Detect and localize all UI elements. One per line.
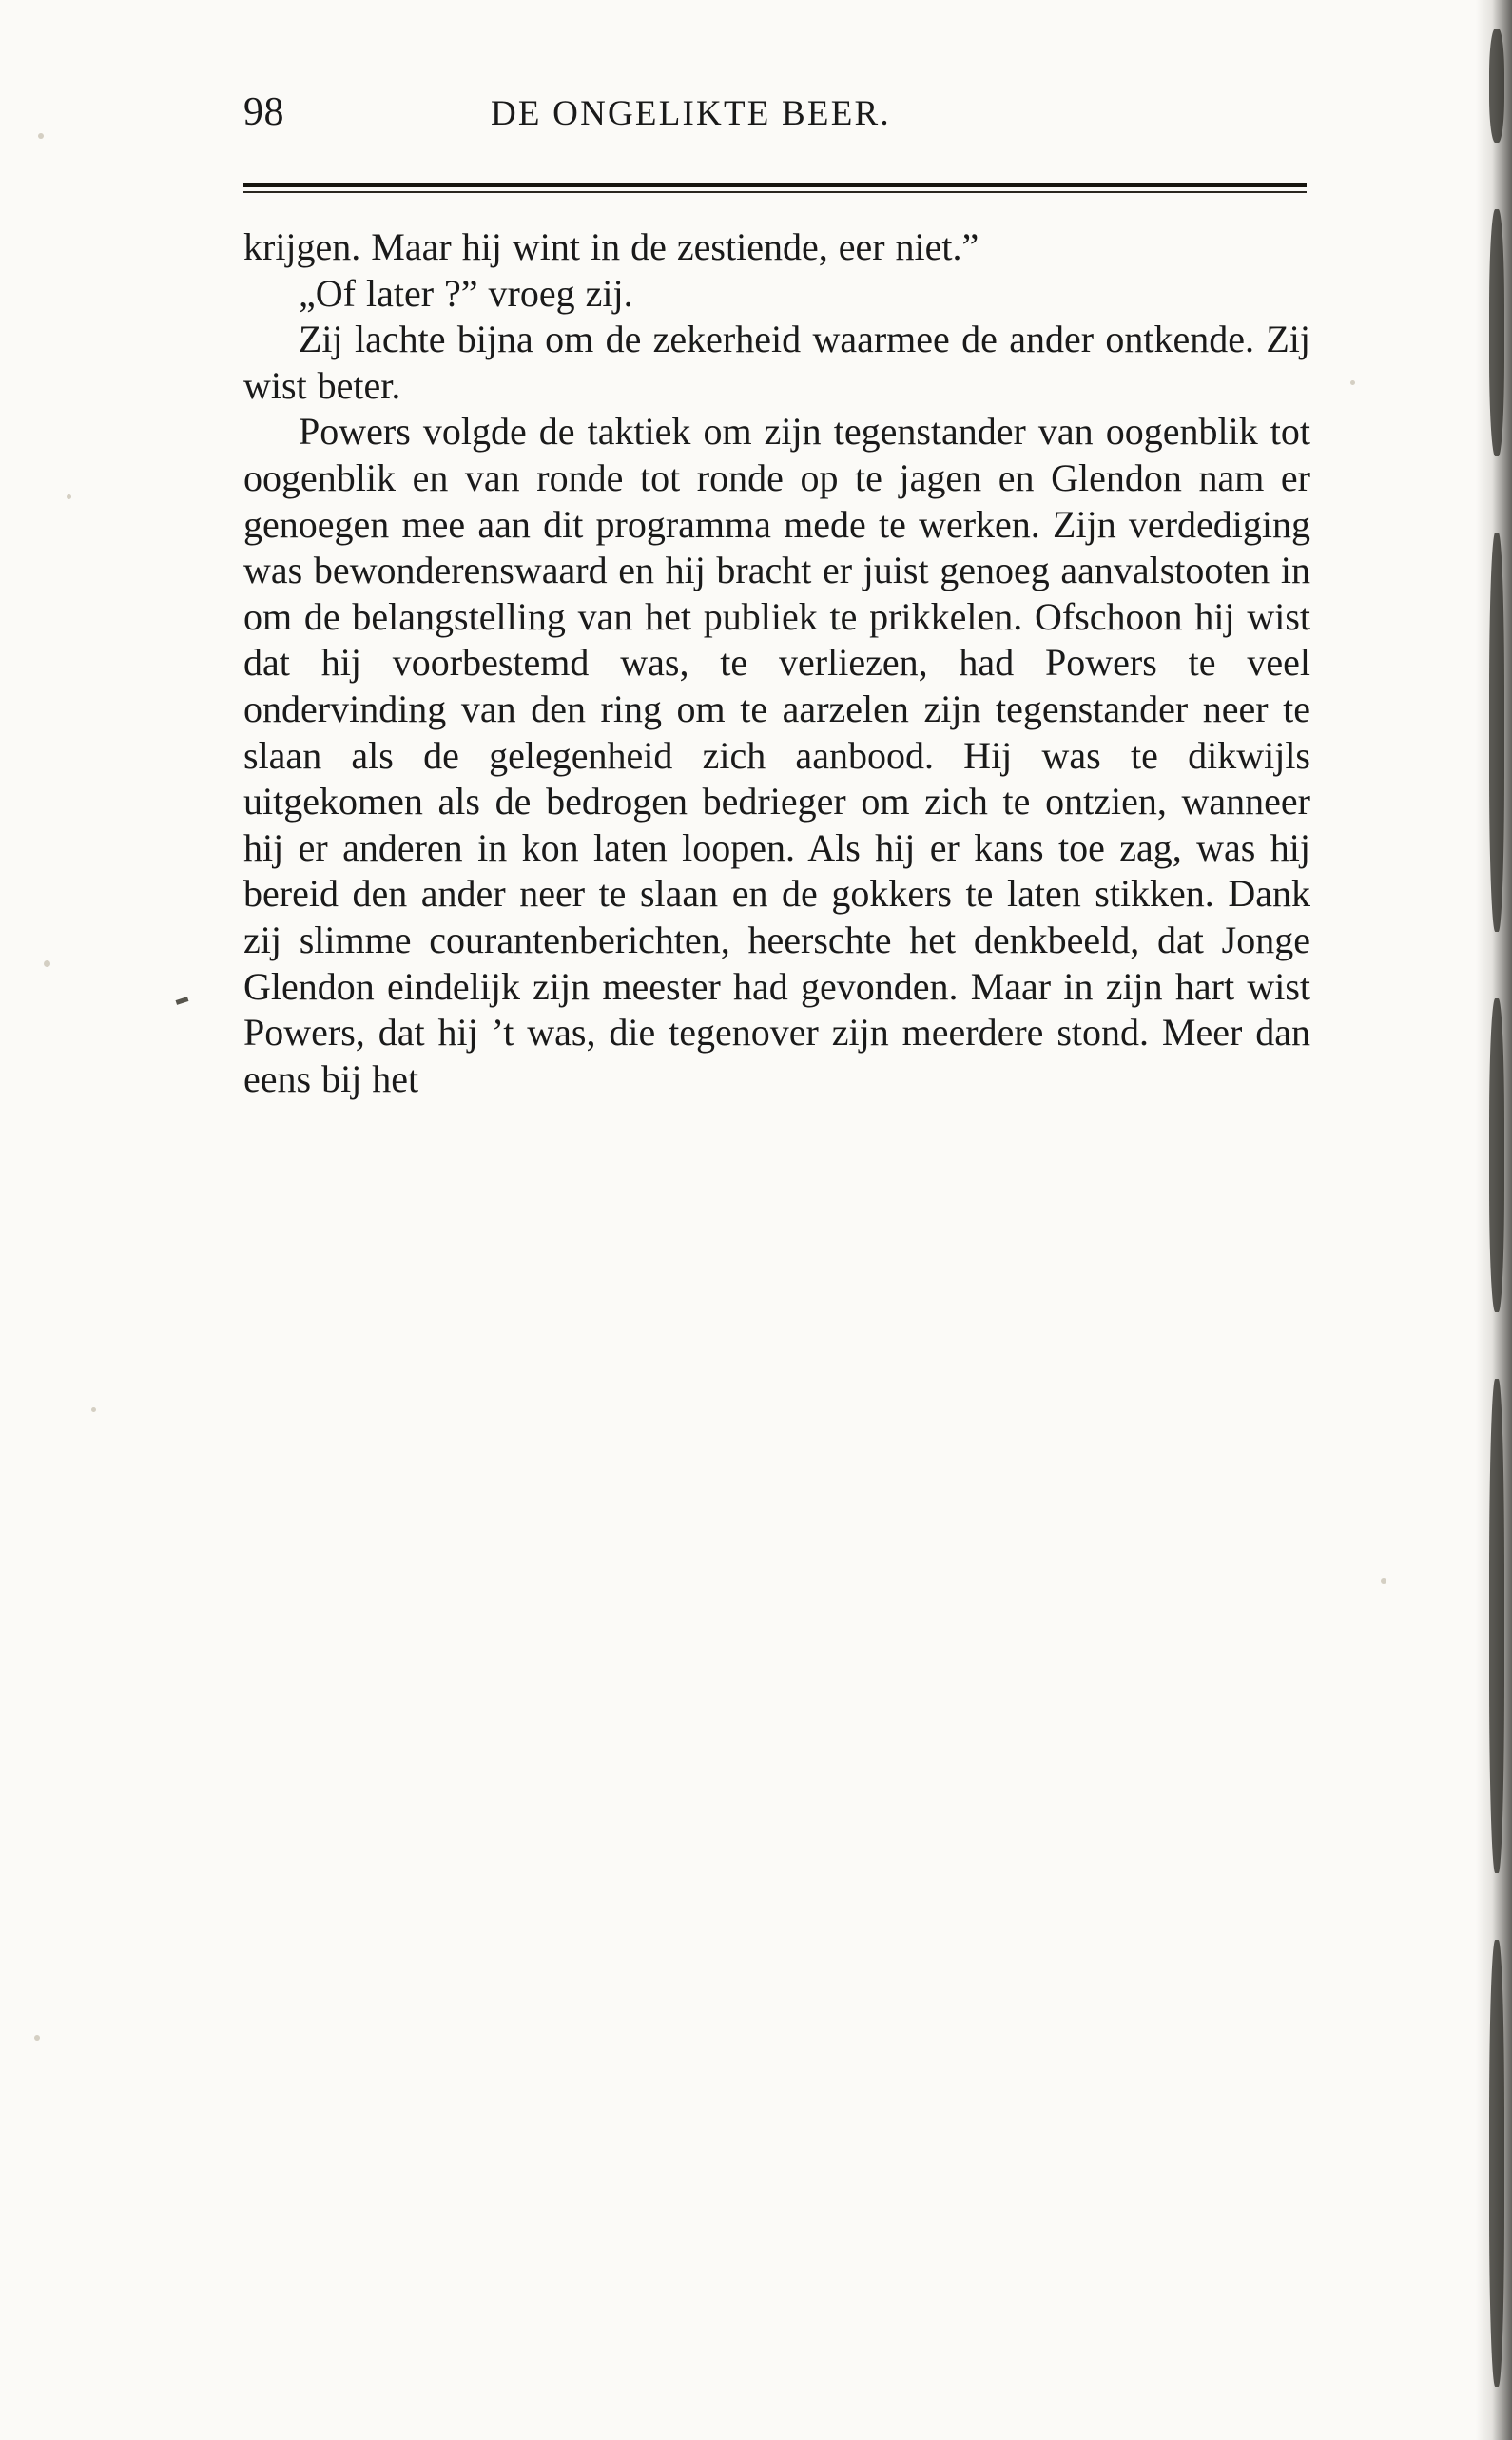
paragraph: Powers volgde de taktiek om zijn tegenstander van oogenblik tot oogenblik en van ronde tot ronde op te jagen en Glendon nam er genoegen mee aan dit programma mede te werken. Zijn verdediging was bewonderenswaard en hij bracht er juist genoeg aanvalstooten in om de belangstelling van het publiek te prikkelen. Ofschoon hij wist dat hij voorbestemd was, te verliezen, had Powers te veel ondervinding van den ring om te aarzelen zijn tegenstander neer te slaan als de gelegenheid zich aanbood. Hij was te dikwijls uitgekomen als de bedrogen bedrieger om zich te ontzien, wanneer hij er anderen in kon laten loopen. Als hij er kans toe zag, was hij bereid den ander neer te slaan en de gokkers te laten stikken. Dank zij slimme courantenberichten, heerschte het denkbeeld, dat Jonge Glendon eindelijk zijn meester had gevonden. Maar in zijn hart wist Powers, dat hij ’t was, die tegenover zijn meerdere stond. Meer dan eens bij het — [243, 410, 1310, 1100]
paper-fleck — [91, 1407, 96, 1412]
header-rule-thick — [243, 183, 1307, 187]
page-content — [236, 80, 1310, 1100]
header-rule-thin — [243, 191, 1307, 193]
binding-speck — [1489, 533, 1504, 932]
binding-speck — [1489, 209, 1504, 456]
paper-fleck — [67, 494, 71, 499]
paper-fleck — [44, 960, 50, 967]
binding-speck — [1489, 1379, 1504, 1873]
body-text — [243, 224, 1310, 1102]
paragraph: krijgen. Maar hij wint in de zestiende, eer niet.” — [243, 225, 979, 268]
page-header — [236, 80, 1301, 146]
paragraph: Zij lachte bijna om de zekerheid waarmee de ander ontkende. Zij wist beter. — [243, 318, 1310, 407]
running-head: DE ONGELIKTE BEER. — [491, 94, 891, 133]
binding-speck — [1489, 29, 1504, 143]
paper-fleck — [34, 2035, 40, 2041]
page-number: 98 — [243, 90, 284, 134]
paper-fleck — [38, 133, 44, 139]
paper-fleck — [1381, 1578, 1386, 1584]
paper-fleck — [1350, 380, 1355, 385]
paragraph: „Of later ?” vroeg zij. — [299, 271, 633, 315]
binding-speck — [1489, 1940, 1504, 2387]
binding-speck — [1489, 998, 1504, 1312]
